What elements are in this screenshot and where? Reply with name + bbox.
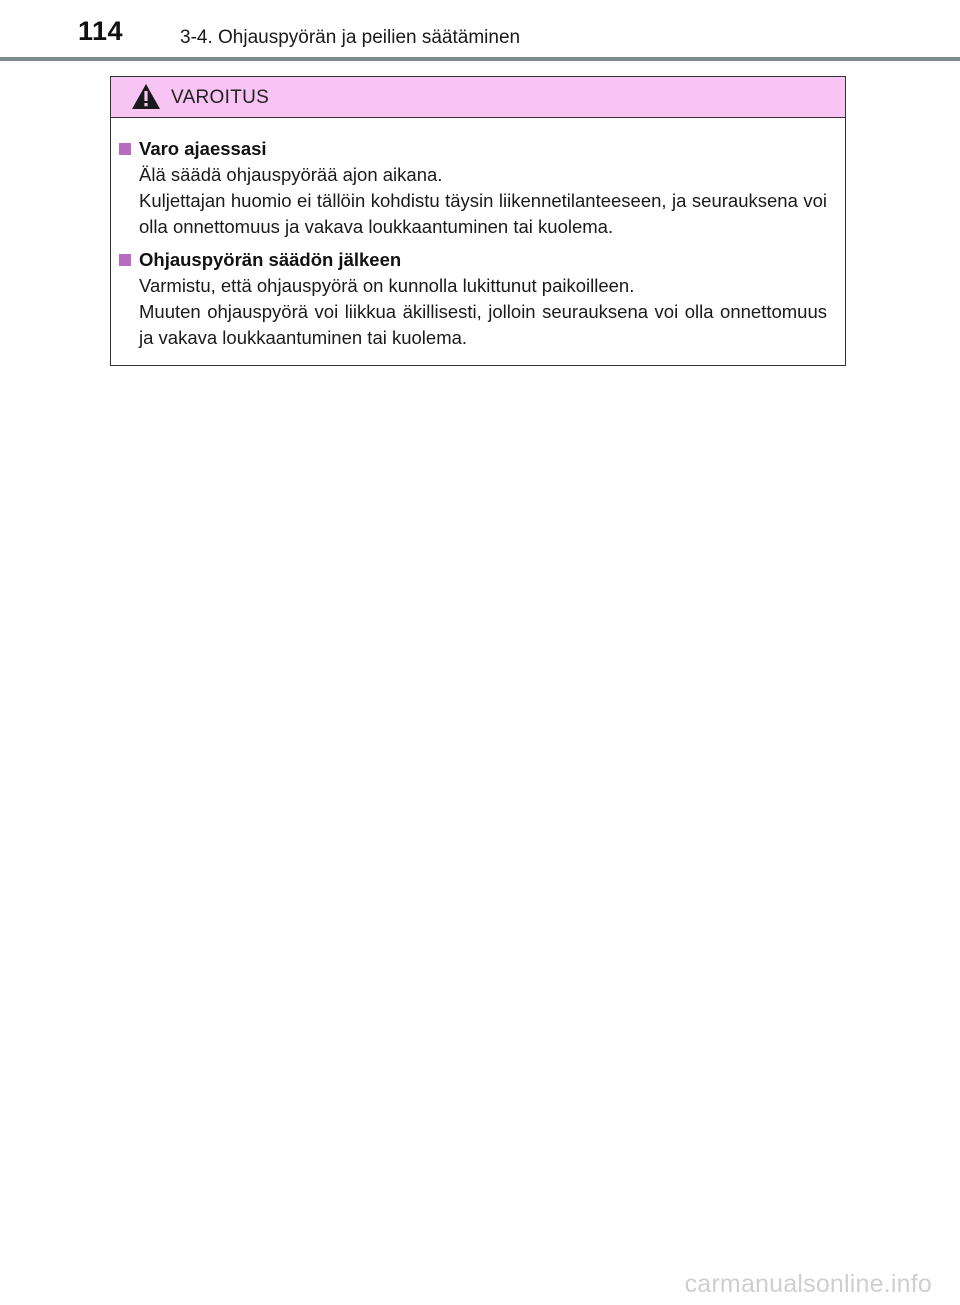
item-text	[115, 273, 827, 351]
section-title: 3-4. Ohjauspyörän ja peilien säätäminen	[180, 27, 521, 48]
item-paragraph: Muuten ohjauspyörä voi liikkua äkillisesti, jolloin seurauksena voi olla onnettomuus ja vakava loukkaantuminen tai kuolema.	[139, 301, 827, 348]
item-heading: Varo ajaessasi	[115, 136, 827, 162]
page-number: 114	[78, 16, 124, 46]
square-bullet-icon	[119, 143, 131, 155]
warning-header	[111, 77, 845, 118]
item-text	[115, 162, 827, 240]
warning-box	[110, 76, 846, 366]
square-bullet-icon	[119, 254, 131, 266]
item-paragraph: Kuljettajan huomio ei tällöin kohdistu täysin liikennetilanteeseen, ja seurauksena voi olla onnettomuus ja vakava loukkaantuminen tai kuolema.	[139, 190, 827, 237]
warning-triangle-icon	[131, 83, 161, 110]
warning-item	[115, 136, 827, 240]
item-heading: Ohjauspyörän säädön jälkeen	[115, 247, 827, 273]
warning-item	[115, 247, 827, 351]
header-rule	[0, 57, 960, 61]
warning-body	[111, 118, 845, 351]
page-header	[0, 0, 960, 62]
item-paragraph: Älä säädä ohjauspyörää ajon aikana.	[139, 164, 443, 185]
warning-label: VAROITUS	[171, 87, 270, 108]
item-paragraph: Varmistu, että ohjauspyörä on kunnolla lukittunut paikoilleen.	[139, 275, 635, 296]
watermark: carmanualsonline.info	[684, 1270, 932, 1298]
